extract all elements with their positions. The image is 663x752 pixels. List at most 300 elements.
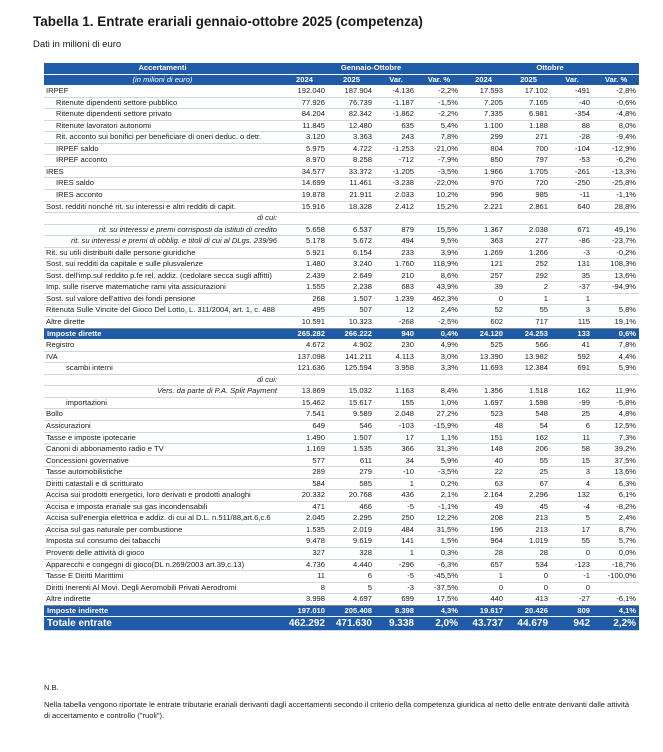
cell-value (461, 374, 506, 386)
cell-value: 121 (461, 259, 506, 271)
cell-value: 4.902 (328, 340, 375, 352)
table-row (44, 524, 639, 536)
cell-value: -28 (551, 132, 593, 144)
table-row (44, 166, 639, 178)
cell-value: -250 (551, 178, 593, 190)
cell-value: 11.693 (461, 363, 506, 375)
cell-value: 55 (506, 305, 551, 317)
cell-value: 8.258 (328, 155, 375, 167)
cell-value: 20.332 (281, 490, 328, 502)
cell-value: 210 (375, 270, 417, 282)
cell-value: 8.398 (375, 605, 417, 617)
cell-value: 1.966 (461, 166, 506, 178)
cell-value: 17 (551, 524, 593, 536)
row-label: IRPEF acconto (44, 155, 281, 167)
cell-value: 2,4% (593, 513, 639, 525)
cell-value: 63 (461, 478, 506, 490)
cell-value: 440 (461, 594, 506, 606)
cell-value: 6,1% (593, 490, 639, 502)
cell-value: -2,2% (417, 109, 461, 121)
row-label: Accisa sul gas naturale per combustione (44, 524, 281, 536)
cell-value: -1.253 (375, 143, 417, 155)
cell-value: 2.038 (506, 224, 551, 236)
table-row (44, 305, 639, 317)
cell-value: 494 (375, 236, 417, 248)
table-row (44, 409, 639, 421)
cell-value: 19,1% (593, 317, 639, 329)
cell-value: 0,2% (417, 478, 461, 490)
cell-value: 148 (461, 444, 506, 456)
cell-value: 37,5% (593, 455, 639, 467)
cell-value: -3 (375, 582, 417, 594)
table-row (44, 109, 639, 121)
row-label: Tasse automobilistiche (44, 467, 281, 479)
cell-value: 213 (506, 513, 551, 525)
cell-value: 942 (551, 617, 593, 631)
row-label: Rit. acconto sui bonifici per beneficiare di oneri deduc. o detr. (44, 132, 281, 144)
table-row (44, 259, 639, 271)
cell-value: 1.507 (328, 293, 375, 305)
cell-value: 1 (461, 571, 506, 583)
header-var: Var. (551, 74, 593, 86)
cell-value: 328 (328, 547, 375, 559)
table-row (44, 190, 639, 202)
cell-value: 0 (551, 582, 593, 594)
table-row (44, 559, 639, 571)
cell-value: -296 (375, 559, 417, 571)
cell-value: 471.630 (328, 617, 375, 631)
cell-value: 566 (506, 340, 551, 352)
cell-value: 7,3% (593, 432, 639, 444)
cell-value: 6 (551, 420, 593, 432)
cell-value: 797 (506, 155, 551, 167)
row-label: Assicurazioni (44, 420, 281, 432)
cell-value: -25,8% (593, 178, 639, 190)
row-label: Tasse E Diritti Marittimi (44, 571, 281, 583)
cell-value: 39,2% (593, 444, 639, 456)
cell-value: 15,2% (417, 201, 461, 213)
cell-value: 20.768 (328, 490, 375, 502)
cell-value: 6 (328, 571, 375, 583)
cell-value: 1.518 (506, 386, 551, 398)
cell-value: 13,6% (593, 467, 639, 479)
cell-value: 12.480 (328, 120, 375, 132)
cell-value (593, 293, 639, 305)
cell-value: 76.739 (328, 97, 375, 109)
row-label: Sost. sul valore dell'attivo dei fondi pensione (44, 293, 281, 305)
cell-value: 28 (461, 547, 506, 559)
row-label: Totale entrate (44, 617, 281, 631)
cell-value: 1.490 (281, 432, 328, 444)
cell-value: 462,3% (417, 293, 461, 305)
cell-value (593, 213, 639, 225)
cell-value: -3 (551, 247, 593, 259)
cell-value: 197.010 (281, 605, 328, 617)
cell-value: 10.323 (328, 317, 375, 329)
cell-value: 208 (461, 513, 506, 525)
cell-value: 108,3% (593, 259, 639, 271)
cell-value: -6,1% (593, 594, 639, 606)
row-label: Proventi delle attività di gioco (44, 547, 281, 559)
cell-value: -37,5% (417, 582, 461, 594)
cell-value: 5.178 (281, 236, 328, 248)
cell-value: 13,6% (593, 270, 639, 282)
cell-value (461, 213, 506, 225)
cell-value: 17.593 (461, 86, 506, 98)
cell-value: 233 (375, 247, 417, 259)
row-label: importazioni (44, 397, 281, 409)
table-row (44, 328, 639, 340)
row-label: rit. su interessi e premi corrisposti da istituti di credito (44, 224, 281, 236)
revenue-table (44, 63, 639, 631)
cell-value: -104 (551, 143, 593, 155)
row-label: Concessioni governative (44, 455, 281, 467)
cell-value: 7.205 (461, 97, 506, 109)
row-label: IRPEF saldo (44, 143, 281, 155)
cell-value: 548 (506, 409, 551, 421)
cell-value: 84.204 (281, 109, 328, 121)
cell-value: 25 (551, 409, 593, 421)
row-label: Imposte dirette (44, 328, 281, 340)
cell-value: 15.617 (328, 397, 375, 409)
cell-value: 3.363 (328, 132, 375, 144)
cell-value: 683 (375, 282, 417, 294)
cell-value: 3.998 (281, 594, 328, 606)
cell-value: 809 (551, 605, 593, 617)
cell-value: 657 (461, 559, 506, 571)
cell-value: 4,8% (593, 409, 639, 421)
cell-value: 15.032 (328, 386, 375, 398)
cell-value: 1.266 (506, 247, 551, 259)
cell-value: 602 (461, 317, 506, 329)
cell-value: 39 (461, 282, 506, 294)
cell-value: 495 (281, 305, 328, 317)
table-row (44, 617, 639, 631)
cell-value: 585 (328, 478, 375, 490)
row-label: Ritenute dipendenti settore pubblico (44, 97, 281, 109)
cell-value: 31,5% (417, 524, 461, 536)
cell-value: 1,0% (417, 397, 461, 409)
table-row (44, 571, 639, 583)
cell-value (281, 374, 328, 386)
table-row (44, 582, 639, 594)
cell-value: -11 (551, 190, 593, 202)
cell-value: 0 (461, 582, 506, 594)
cell-value: 266.222 (328, 328, 375, 340)
cell-value: 1.535 (328, 444, 375, 456)
cell-value: 8,0% (593, 120, 639, 132)
row-label: Imposte indirette (44, 605, 281, 617)
cell-value: -5,8% (593, 397, 639, 409)
cell-value: 462.292 (281, 617, 328, 631)
cell-value: 717 (506, 317, 551, 329)
cell-value: 1,5% (417, 536, 461, 548)
table-row (44, 351, 639, 363)
row-label: Tasse e imposte ipotecarie (44, 432, 281, 444)
table-row (44, 213, 639, 225)
cell-value: 4.697 (328, 594, 375, 606)
cell-value: 10,2% (417, 190, 461, 202)
row-label: Diritti Inerenti Al Movi. Degli Aeromobili Privati Aerodromi (44, 582, 281, 594)
cell-value: 162 (506, 432, 551, 444)
cell-value: 5,9% (417, 455, 461, 467)
cell-value: 1.705 (506, 166, 551, 178)
row-label: Registro (44, 340, 281, 352)
cell-value: -712 (375, 155, 417, 167)
cell-value (506, 213, 551, 225)
cell-value: 940 (375, 328, 417, 340)
cell-value: 8,6% (417, 270, 461, 282)
cell-value: 13.869 (281, 386, 328, 398)
table-row (44, 86, 639, 98)
table-row (44, 386, 639, 398)
cell-value: 15.462 (281, 397, 328, 409)
table-row (44, 397, 639, 409)
cell-value: 277 (506, 236, 551, 248)
table-row (44, 293, 639, 305)
row-label: Apparecchi e congegni di gioco(DL n.269/2003 art.39,c.13) (44, 559, 281, 571)
row-label: Imp. sulle riserve matematiche rami vita assicurazioni (44, 282, 281, 294)
cell-value: 17 (375, 432, 417, 444)
cell-value: 4.672 (281, 340, 328, 352)
header-year: 2025 (506, 74, 551, 86)
cell-value: 640 (551, 201, 593, 213)
row-label: Sost. dell'imp.sul reddito p.fe rel. addiz. (cedolare secca sugli affitti) (44, 270, 281, 282)
cell-value: 7.335 (461, 109, 506, 121)
cell-value: 5,9% (593, 363, 639, 375)
cell-value (328, 374, 375, 386)
cell-value: 4,4% (593, 351, 639, 363)
header-unit: (in milioni di euro) (44, 74, 281, 86)
row-label: di cui: (44, 374, 281, 386)
cell-value: 137.098 (281, 351, 328, 363)
cell-value: 115 (551, 317, 593, 329)
cell-value: -99 (551, 397, 593, 409)
cell-value: 4.736 (281, 559, 328, 571)
row-label: Imposta sul consumo dei tabacchi (44, 536, 281, 548)
cell-value: -15,9% (417, 420, 461, 432)
table-row (44, 270, 639, 282)
cell-value: 45 (506, 501, 551, 513)
cell-value: 3,9% (417, 247, 461, 259)
cell-value: -5 (375, 501, 417, 513)
cell-value: -9,4% (593, 132, 639, 144)
row-label: Rit. su utili distribuiti dalle persone giuridiche (44, 247, 281, 259)
cell-value: 4,3% (417, 605, 461, 617)
cell-value: 0 (551, 547, 593, 559)
cell-value: -5 (375, 571, 417, 583)
table-row (44, 420, 639, 432)
cell-value: 1,1% (417, 432, 461, 444)
cell-value: 9.338 (375, 617, 417, 631)
cell-value: 11 (281, 571, 328, 583)
cell-value: 192.040 (281, 86, 328, 98)
cell-value: 8.970 (281, 155, 328, 167)
cell-value: 268 (281, 293, 328, 305)
table-row (44, 282, 639, 294)
cell-value: 151 (461, 432, 506, 444)
cell-value: 2.048 (375, 409, 417, 421)
cell-value: 12 (375, 305, 417, 317)
cell-value: 196 (461, 524, 506, 536)
cell-value: 1.169 (281, 444, 328, 456)
cell-value: -53 (551, 155, 593, 167)
cell-value: -491 (551, 86, 593, 98)
cell-value: 132 (551, 490, 593, 502)
cell-value: 4 (551, 478, 593, 490)
cell-value: -86 (551, 236, 593, 248)
cell-value: 5 (551, 513, 593, 525)
cell-value: 34 (375, 455, 417, 467)
header-group-gen-ott: Gennaio-Ottobre (281, 63, 461, 74)
cell-value: 8,7% (593, 524, 639, 536)
cell-value: 55 (506, 455, 551, 467)
cell-value: 0,0% (593, 547, 639, 559)
cell-value: 1.188 (506, 120, 551, 132)
cell-value: -8,2% (593, 501, 639, 513)
cell-value: 2.033 (375, 190, 417, 202)
cell-value: 52 (461, 305, 506, 317)
cell-value: 2.221 (461, 201, 506, 213)
cell-value: 2.019 (328, 524, 375, 536)
row-label: Sost. sui redditi da capitale e sulle plusvalenze (44, 259, 281, 271)
header-var-pct: Var. % (417, 74, 461, 86)
cell-value: -4,8% (593, 109, 639, 121)
cell-value: 4.722 (328, 143, 375, 155)
row-label: scambi interni (44, 363, 281, 375)
cell-value: -3,5% (417, 467, 461, 479)
table-row (44, 120, 639, 132)
cell-value: 2.439 (281, 270, 328, 282)
row-label: Accisa sull'energia elettrica e addiz. di cui al D.L. n.511/88,art.6,c.6 (44, 513, 281, 525)
cell-value: -6,3% (417, 559, 461, 571)
cell-value: -94,9% (593, 282, 639, 294)
cell-value: -1.862 (375, 109, 417, 121)
table-row (44, 513, 639, 525)
cell-value: 12,2% (417, 513, 461, 525)
cell-value: 12.384 (506, 363, 551, 375)
cell-value: 635 (375, 120, 417, 132)
cell-value: 4.113 (375, 351, 417, 363)
cell-value: 985 (506, 190, 551, 202)
cell-value: 996 (461, 190, 506, 202)
row-label: IVA (44, 351, 281, 363)
cell-value: 187.904 (328, 86, 375, 98)
cell-value: 28,8% (593, 201, 639, 213)
cell-value: 5.658 (281, 224, 328, 236)
cell-value: 141 (375, 536, 417, 548)
cell-value: 471 (281, 501, 328, 513)
cell-value: 5,7% (593, 536, 639, 548)
header-label: Accertamenti (44, 63, 281, 74)
cell-value: 584 (281, 478, 328, 490)
cell-value: 436 (375, 490, 417, 502)
cell-value (281, 213, 328, 225)
cell-value: 15.916 (281, 201, 328, 213)
cell-value: 4.440 (328, 559, 375, 571)
cell-value: 1.760 (375, 259, 417, 271)
cell-value: 33.372 (328, 166, 375, 178)
cell-value: 19.878 (281, 190, 328, 202)
table-row (44, 143, 639, 155)
cell-value: 292 (506, 270, 551, 282)
cell-value: 1.507 (328, 432, 375, 444)
cell-value: -100,0% (593, 571, 639, 583)
cell-value (328, 213, 375, 225)
cell-value: 577 (281, 455, 328, 467)
cell-value: -13,3% (593, 166, 639, 178)
cell-value: 1.535 (281, 524, 328, 536)
page-title: Tabella 1. Entrate erariali gennaio-ottobre 2025 (competenza) (33, 14, 423, 29)
cell-value: 11,9% (593, 386, 639, 398)
cell-value: 21.911 (328, 190, 375, 202)
header-year: 2024 (461, 74, 506, 86)
cell-value: 1 (375, 478, 417, 490)
cell-value: -18,7% (593, 559, 639, 571)
cell-value: 49,1% (593, 224, 639, 236)
cell-value: -3,5% (417, 166, 461, 178)
cell-value: 67 (506, 478, 551, 490)
cell-value: 3,0% (417, 351, 461, 363)
cell-value: 9.589 (328, 409, 375, 421)
cell-value: 15,5% (417, 224, 461, 236)
cell-value: -6,2% (593, 155, 639, 167)
cell-value: 230 (375, 340, 417, 352)
cell-value: 366 (375, 444, 417, 456)
cell-value: 804 (461, 143, 506, 155)
cell-value: -2,8% (593, 86, 639, 98)
cell-value: 0,4% (417, 328, 461, 340)
cell-value: 31,3% (417, 444, 461, 456)
cell-value: 6.981 (506, 109, 551, 121)
row-label: rit. su interessi e premi di obblig. e titoli di cui al DLgs. 239/96 (44, 236, 281, 248)
header-var-pct: Var. % (593, 74, 639, 86)
cell-value: 17.102 (506, 86, 551, 98)
row-label: Altre dirette (44, 317, 281, 329)
cell-value: -7,9% (417, 155, 461, 167)
cell-value: 118,9% (417, 259, 461, 271)
cell-value: 250 (375, 513, 417, 525)
cell-value: 5.975 (281, 143, 328, 155)
cell-value: 265.282 (281, 328, 328, 340)
cell-value (593, 582, 639, 594)
cell-value: 22 (461, 467, 506, 479)
cell-value: 671 (551, 224, 593, 236)
cell-value: 1.598 (506, 397, 551, 409)
cell-value: 141.211 (328, 351, 375, 363)
nb-label: N.B. (44, 683, 59, 692)
table-row (44, 340, 639, 352)
cell-value: -1,1% (593, 190, 639, 202)
row-label: Canoni di abbonamento radio e TV (44, 444, 281, 456)
cell-value: -40 (551, 97, 593, 109)
header-var: Var. (375, 74, 417, 86)
cell-value: -0,6% (593, 97, 639, 109)
header-year: 2024 (281, 74, 328, 86)
cell-value: -2,2% (417, 86, 461, 98)
table-row (44, 444, 639, 456)
cell-value: 546 (328, 420, 375, 432)
cell-value: 49 (461, 501, 506, 513)
cell-value: 40 (461, 455, 506, 467)
cell-value: 48 (461, 420, 506, 432)
cell-value: 54 (506, 420, 551, 432)
cell-value: 43.737 (461, 617, 506, 631)
cell-value: 299 (461, 132, 506, 144)
table-row (44, 374, 639, 386)
cell-value: 20.426 (506, 605, 551, 617)
table-row (44, 547, 639, 559)
